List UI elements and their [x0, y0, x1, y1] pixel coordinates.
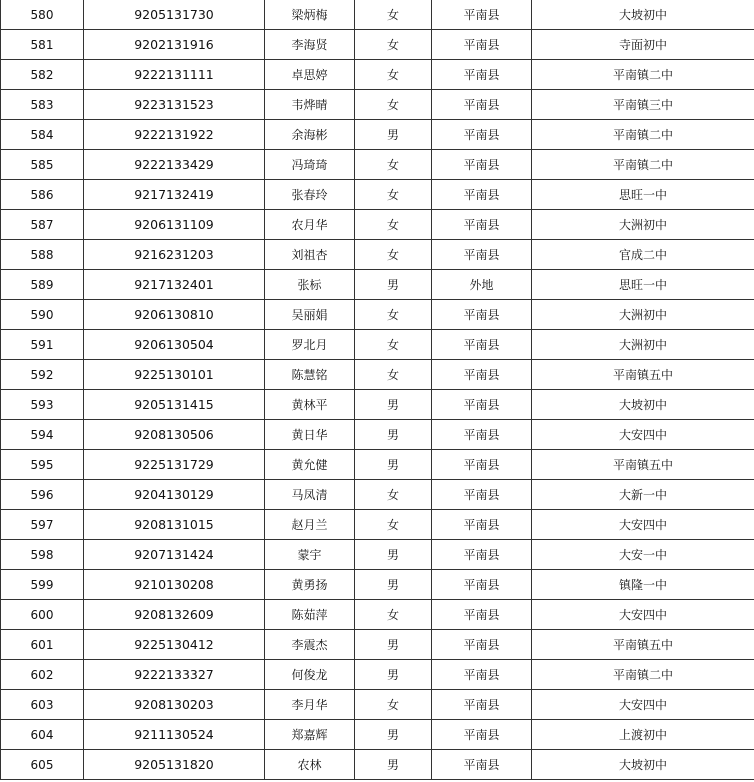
student-name-cell: 陈茹萍	[265, 600, 355, 630]
table-row	[1, 390, 754, 420]
region-cell: 平南县	[432, 750, 532, 780]
row-number-cell: 591	[1, 330, 84, 360]
school-cell: 大坡初中	[532, 750, 754, 780]
region-cell: 平南县	[432, 510, 532, 540]
exam-id-cell: 9205131730	[84, 0, 265, 30]
region-cell: 平南县	[432, 420, 532, 450]
student-name-cell: 余海彬	[265, 120, 355, 150]
school-cell: 思旺一中	[532, 180, 754, 210]
table-row	[1, 420, 754, 450]
gender-cell: 女	[355, 150, 432, 180]
gender-cell: 女	[355, 690, 432, 720]
gender-cell: 男	[355, 750, 432, 780]
exam-id-cell: 9206130810	[84, 300, 265, 330]
region-cell: 平南县	[432, 540, 532, 570]
gender-cell: 女	[355, 360, 432, 390]
school-cell: 镇隆一中	[532, 570, 754, 600]
gender-cell: 男	[355, 390, 432, 420]
school-cell: 大安四中	[532, 600, 754, 630]
exam-id-cell: 9211130524	[84, 720, 265, 750]
table-row	[1, 690, 754, 720]
exam-id-cell: 9225131729	[84, 450, 265, 480]
row-number-cell: 599	[1, 570, 84, 600]
region-cell: 平南县	[432, 630, 532, 660]
region-cell: 平南县	[432, 360, 532, 390]
table-row	[1, 0, 754, 30]
row-number-cell: 589	[1, 270, 84, 300]
exam-id-cell: 9208130203	[84, 690, 265, 720]
exam-id-cell: 9225130412	[84, 630, 265, 660]
school-cell: 平南镇五中	[532, 450, 754, 480]
row-number-cell: 592	[1, 360, 84, 390]
student-name-cell: 何俊龙	[265, 660, 355, 690]
table-row	[1, 540, 754, 570]
exam-id-cell: 9205131820	[84, 750, 265, 780]
student-name-cell: 李震杰	[265, 630, 355, 660]
exam-id-cell: 9204130129	[84, 480, 265, 510]
region-cell: 平南县	[432, 330, 532, 360]
student-name-cell: 郑嘉辉	[265, 720, 355, 750]
row-number-cell: 586	[1, 180, 84, 210]
school-cell: 大坡初中	[532, 390, 754, 420]
row-number-cell: 594	[1, 420, 84, 450]
school-cell: 大洲初中	[532, 330, 754, 360]
gender-cell: 女	[355, 180, 432, 210]
gender-cell: 女	[355, 510, 432, 540]
region-cell: 平南县	[432, 450, 532, 480]
exam-id-cell: 9202131916	[84, 30, 265, 60]
gender-cell: 男	[355, 630, 432, 660]
table-row	[1, 30, 754, 60]
exam-id-cell: 9208130506	[84, 420, 265, 450]
student-name-cell: 张标	[265, 270, 355, 300]
exam-id-cell: 9222131111	[84, 60, 265, 90]
student-name-cell: 李月华	[265, 690, 355, 720]
student-name-cell: 蒙宇	[265, 540, 355, 570]
table-row	[1, 210, 754, 240]
school-cell: 大洲初中	[532, 210, 754, 240]
school-cell: 大安四中	[532, 690, 754, 720]
region-cell: 平南县	[432, 210, 532, 240]
region-cell: 平南县	[432, 180, 532, 210]
student-name-cell: 冯琦琦	[265, 150, 355, 180]
region-cell: 平南县	[432, 690, 532, 720]
school-cell: 平南镇二中	[532, 660, 754, 690]
gender-cell: 女	[355, 300, 432, 330]
exam-id-cell: 9223131523	[84, 90, 265, 120]
exam-id-cell: 9216231203	[84, 240, 265, 270]
region-cell: 平南县	[432, 0, 532, 30]
school-cell: 大安四中	[532, 510, 754, 540]
table-row	[1, 60, 754, 90]
student-name-cell: 梁炳梅	[265, 0, 355, 30]
region-cell: 平南县	[432, 600, 532, 630]
gender-cell: 女	[355, 330, 432, 360]
row-number-cell: 601	[1, 630, 84, 660]
exam-id-cell: 9222131922	[84, 120, 265, 150]
row-number-cell: 597	[1, 510, 84, 540]
school-cell: 大安一中	[532, 540, 754, 570]
school-cell: 上渡初中	[532, 720, 754, 750]
gender-cell: 男	[355, 540, 432, 570]
student-name-cell: 李海贤	[265, 30, 355, 60]
row-number-cell: 585	[1, 150, 84, 180]
gender-cell: 男	[355, 720, 432, 750]
table-row	[1, 720, 754, 750]
exam-id-cell: 9222133429	[84, 150, 265, 180]
gender-cell: 女	[355, 0, 432, 30]
gender-cell: 女	[355, 480, 432, 510]
exam-id-cell: 9206130504	[84, 330, 265, 360]
school-cell: 思旺一中	[532, 270, 754, 300]
region-cell: 平南县	[432, 300, 532, 330]
region-cell: 平南县	[432, 570, 532, 600]
gender-cell: 男	[355, 120, 432, 150]
table-row	[1, 90, 754, 120]
student-name-cell: 陈慧铭	[265, 360, 355, 390]
table-row	[1, 180, 754, 210]
region-cell: 平南县	[432, 120, 532, 150]
table-row	[1, 600, 754, 630]
row-number-cell: 598	[1, 540, 84, 570]
gender-cell: 女	[355, 210, 432, 240]
student-name-cell: 张春玲	[265, 180, 355, 210]
gender-cell: 男	[355, 570, 432, 600]
school-cell: 大新一中	[532, 480, 754, 510]
row-number-cell: 593	[1, 390, 84, 420]
school-cell: 寺面初中	[532, 30, 754, 60]
gender-cell: 男	[355, 420, 432, 450]
gender-cell: 男	[355, 270, 432, 300]
row-number-cell: 605	[1, 750, 84, 780]
student-name-cell: 赵月兰	[265, 510, 355, 540]
region-cell: 平南县	[432, 60, 532, 90]
exam-id-cell: 9222133327	[84, 660, 265, 690]
school-cell: 大坡初中	[532, 0, 754, 30]
table-row	[1, 270, 754, 300]
student-name-cell: 刘祖杏	[265, 240, 355, 270]
student-name-cell: 黄日华	[265, 420, 355, 450]
table-row	[1, 150, 754, 180]
school-cell: 官成二中	[532, 240, 754, 270]
row-number-cell: 583	[1, 90, 84, 120]
table-row	[1, 510, 754, 540]
table-row	[1, 750, 754, 780]
school-cell: 平南镇二中	[532, 120, 754, 150]
school-cell: 大安四中	[532, 420, 754, 450]
table-row	[1, 570, 754, 600]
row-number-cell: 602	[1, 660, 84, 690]
exam-id-cell: 9225130101	[84, 360, 265, 390]
exam-id-cell: 9208132609	[84, 600, 265, 630]
row-number-cell: 590	[1, 300, 84, 330]
exam-id-cell: 9217132419	[84, 180, 265, 210]
region-cell: 平南县	[432, 30, 532, 60]
row-number-cell: 588	[1, 240, 84, 270]
table-row	[1, 360, 754, 390]
gender-cell: 女	[355, 240, 432, 270]
school-cell: 大洲初中	[532, 300, 754, 330]
region-cell: 平南县	[432, 480, 532, 510]
row-number-cell: 603	[1, 690, 84, 720]
row-number-cell: 604	[1, 720, 84, 750]
gender-cell: 男	[355, 450, 432, 480]
student-name-cell: 韦烨晴	[265, 90, 355, 120]
region-cell: 平南县	[432, 660, 532, 690]
student-name-cell: 马凤清	[265, 480, 355, 510]
row-number-cell: 596	[1, 480, 84, 510]
row-number-cell: 600	[1, 600, 84, 630]
student-name-cell: 农林	[265, 750, 355, 780]
student-name-cell: 黄林平	[265, 390, 355, 420]
row-number-cell: 587	[1, 210, 84, 240]
table-row	[1, 480, 754, 510]
gender-cell: 男	[355, 660, 432, 690]
student-name-cell: 罗北月	[265, 330, 355, 360]
row-number-cell: 580	[1, 0, 84, 30]
region-cell: 外地	[432, 270, 532, 300]
table-row	[1, 120, 754, 150]
exam-id-cell: 9205131415	[84, 390, 265, 420]
exam-id-cell: 9208131015	[84, 510, 265, 540]
row-number-cell: 584	[1, 120, 84, 150]
student-name-cell: 黄允健	[265, 450, 355, 480]
table-body	[1, 0, 754, 780]
gender-cell: 女	[355, 600, 432, 630]
row-number-cell: 595	[1, 450, 84, 480]
school-cell: 平南镇五中	[532, 630, 754, 660]
school-cell: 平南镇五中	[532, 360, 754, 390]
student-name-cell: 吴丽娟	[265, 300, 355, 330]
student-name-cell: 卓思婷	[265, 60, 355, 90]
table-row	[1, 240, 754, 270]
region-cell: 平南县	[432, 720, 532, 750]
table-row	[1, 300, 754, 330]
student-name-cell: 黄勇扬	[265, 570, 355, 600]
region-cell: 平南县	[432, 90, 532, 120]
region-cell: 平南县	[432, 390, 532, 420]
school-cell: 平南镇三中	[532, 90, 754, 120]
exam-id-cell: 9210130208	[84, 570, 265, 600]
row-number-cell: 582	[1, 60, 84, 90]
exam-id-cell: 9206131109	[84, 210, 265, 240]
gender-cell: 女	[355, 30, 432, 60]
gender-cell: 女	[355, 60, 432, 90]
table-row	[1, 660, 754, 690]
table-row	[1, 330, 754, 360]
student-name-cell: 农月华	[265, 210, 355, 240]
table-row	[1, 450, 754, 480]
exam-id-cell: 9217132401	[84, 270, 265, 300]
school-cell: 平南镇二中	[532, 150, 754, 180]
row-number-cell: 581	[1, 30, 84, 60]
gender-cell: 女	[355, 90, 432, 120]
exam-id-cell: 9207131424	[84, 540, 265, 570]
region-cell: 平南县	[432, 150, 532, 180]
school-cell: 平南镇二中	[532, 60, 754, 90]
table-row	[1, 630, 754, 660]
region-cell: 平南县	[432, 240, 532, 270]
